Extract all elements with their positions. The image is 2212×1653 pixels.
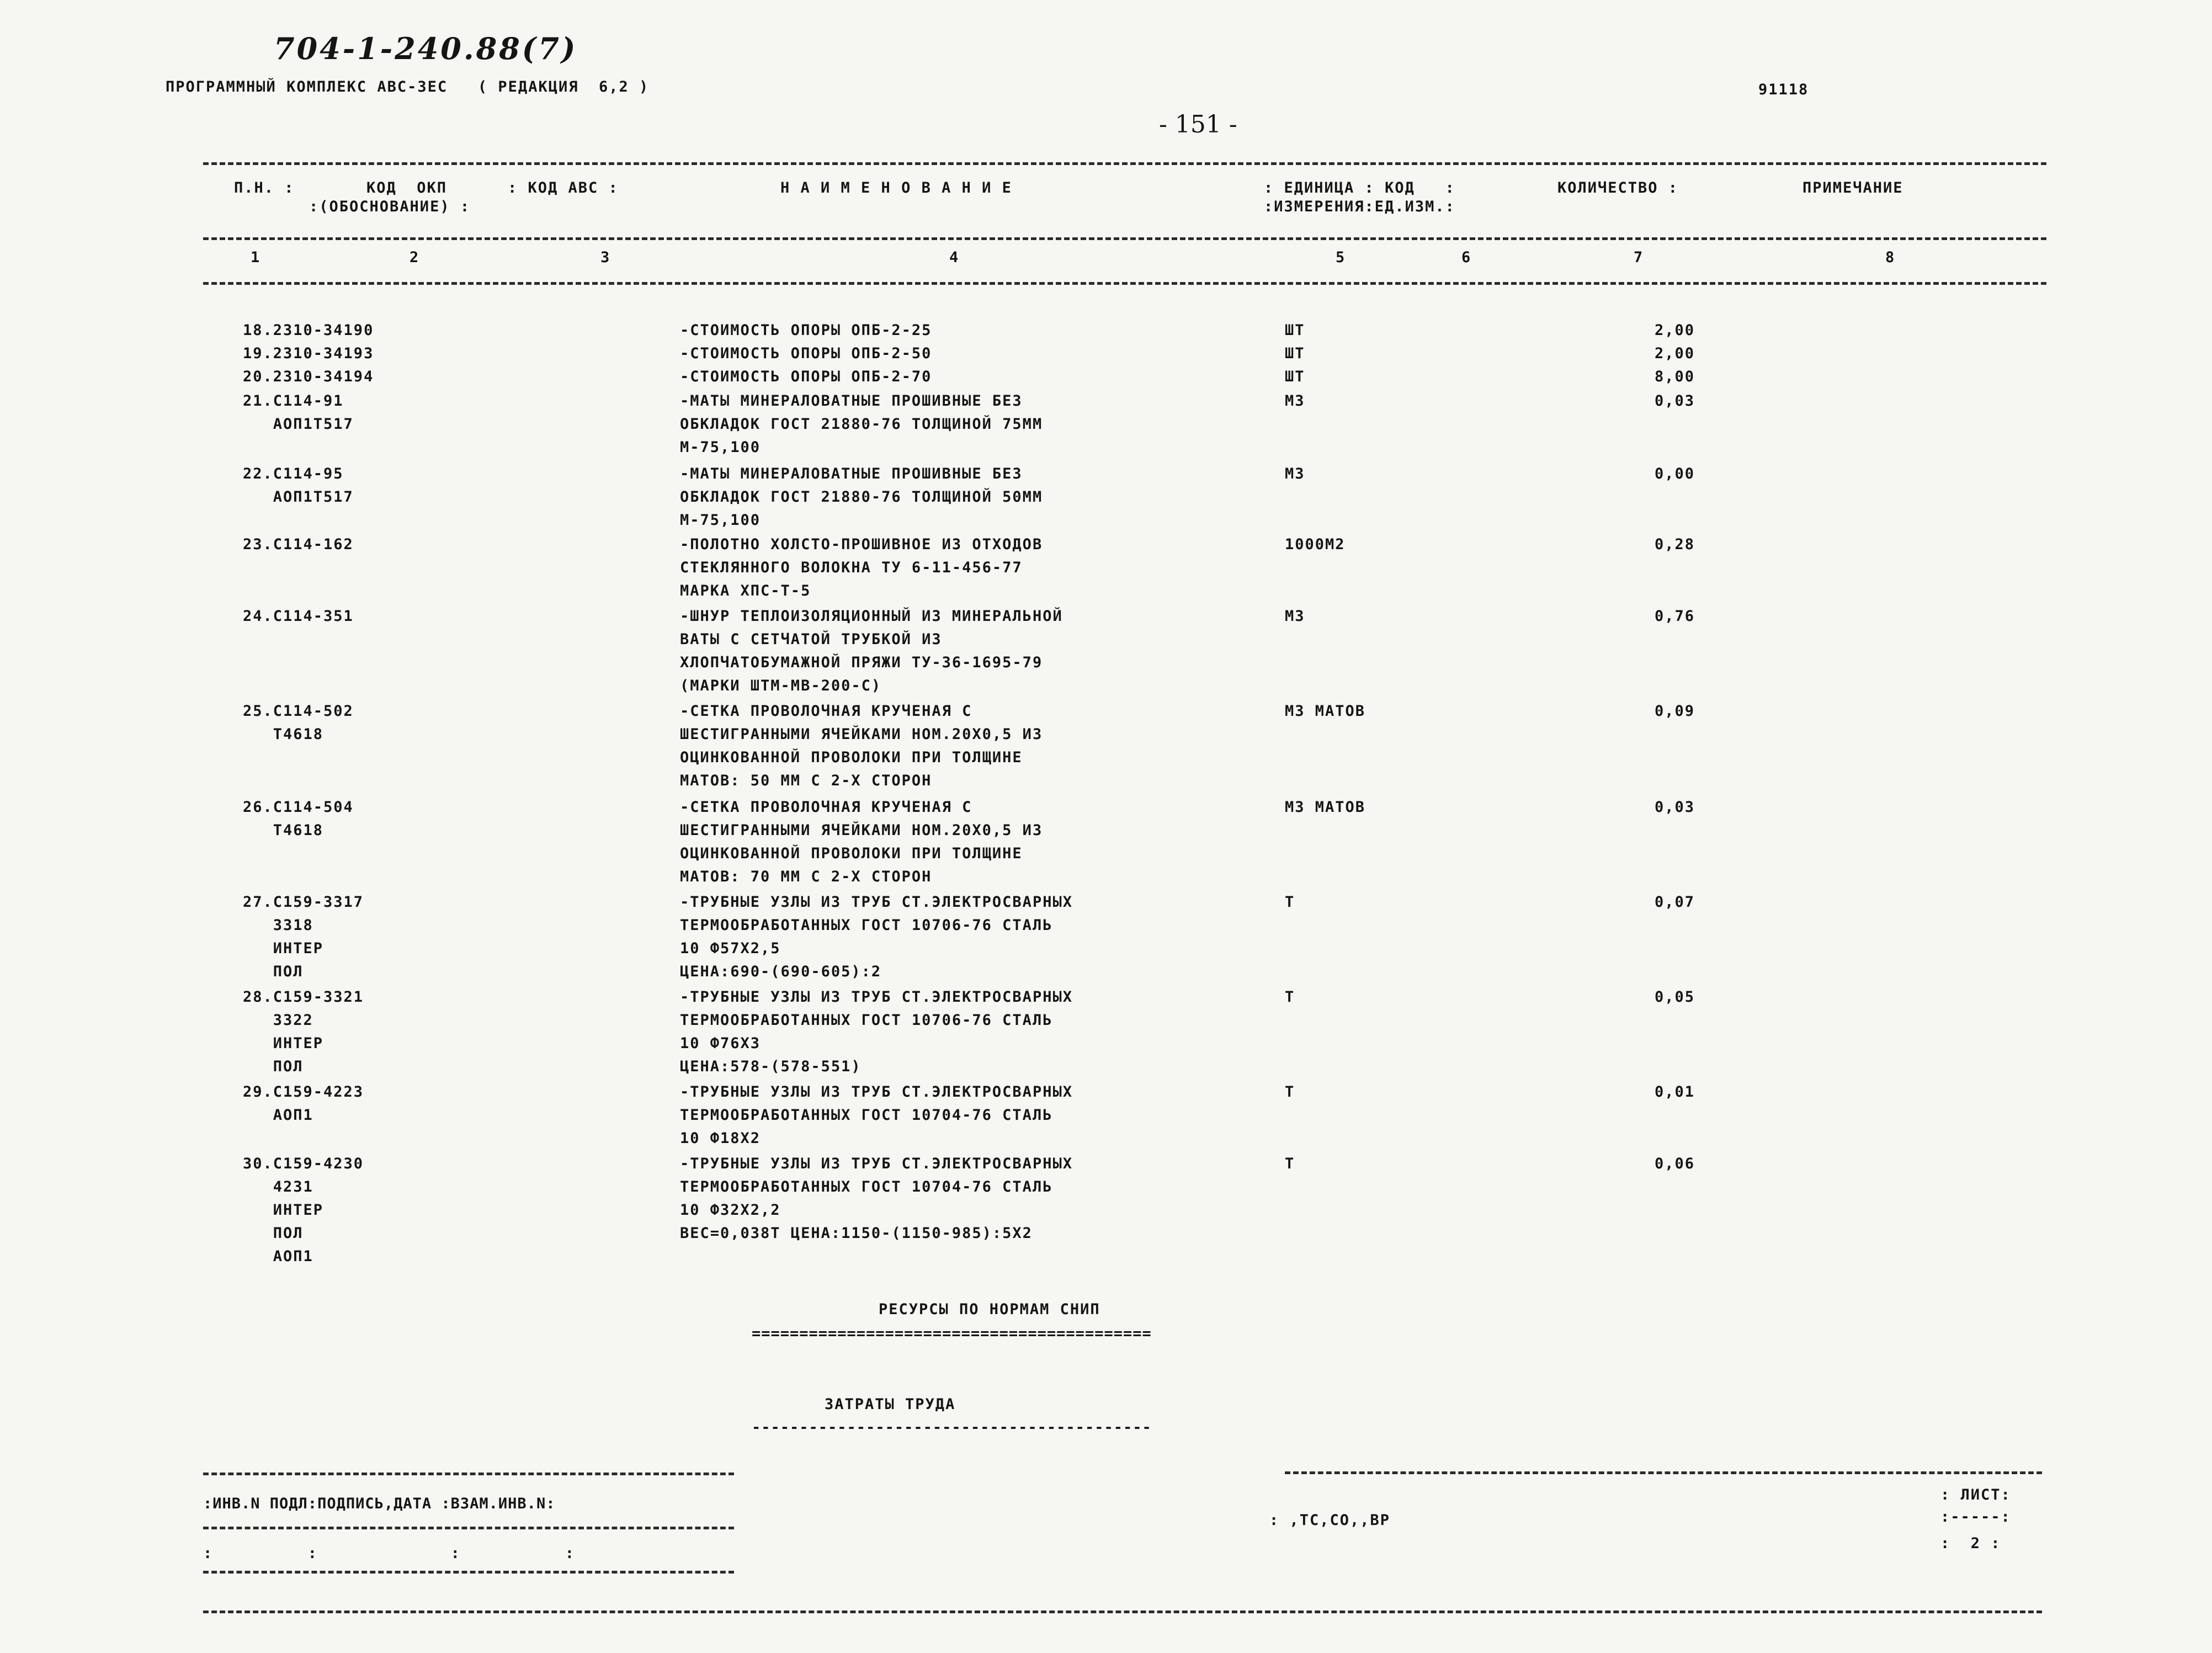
- row-code-cell-line: ИНТЕР: [243, 940, 324, 957]
- row-name-cell-line: 10 Ф57Х2,5: [680, 940, 781, 957]
- row-name-cell: [680, 533, 1043, 603]
- footer-stamp-header: :ИНВ.N ПОДЛ:ПОДПИСЬ,ДАТА :ВЗАМ.ИНВ.N:: [203, 1495, 556, 1512]
- row-quantity-cell: [1655, 1152, 1695, 1176]
- footer-sheet-label: : ЛИСТ:: [1940, 1486, 2011, 1503]
- row-unit-cell: [1285, 891, 1295, 914]
- row-name-cell: [680, 700, 1043, 793]
- row-code-cell-line: 29.С159-4223: [243, 1083, 364, 1101]
- row-unit-cell-line: М3: [1285, 392, 1305, 410]
- section-resources-title: РЕСУРСЫ ПО НОРМАМ СНИП: [879, 1301, 1100, 1318]
- row-quantity-cell: [1655, 605, 1695, 628]
- row-name-cell-line: ШЕСТИГРАННЫМИ ЯЧЕЙКАМИ НОМ.20Х0,5 ИЗ: [680, 726, 1043, 743]
- row-code-cell-line: 23.С114-162: [243, 536, 354, 553]
- column-header-quantity: КОЛИЧЕСТВО :: [1557, 179, 1679, 196]
- table-header-rule: [203, 237, 2046, 240]
- row-unit-cell-line: ШТ: [1285, 322, 1305, 339]
- row-name-cell-line: ХЛОПЧАТОБУМАЖНОЙ ПРЯЖИ ТУ-36-1695-79: [680, 654, 1043, 671]
- row-code-cell-line: 26.С114-504: [243, 799, 354, 816]
- row-name-cell-line: ЦЕНА:578-(578-551): [680, 1058, 862, 1075]
- row-name-cell: [680, 463, 1043, 532]
- row-name-cell-line: ТЕРМООБРАБОТАННЫХ ГОСТ 10704-76 СТАЛЬ: [680, 1178, 1053, 1195]
- row-quantity-cell-line: 0,07: [1655, 894, 1695, 911]
- column-header-abc-code: : КОД АВС :: [508, 179, 619, 196]
- section-labor-title: ЗАТРАТЫ ТРУДА: [825, 1396, 956, 1413]
- row-unit-cell-line: 1000М2: [1285, 536, 1346, 553]
- document-id-right: 91118: [1758, 81, 1809, 98]
- row-name-cell-line: -СЕТКА ПРОВОЛОЧНАЯ КРУЧЕНАЯ С: [680, 703, 972, 720]
- row-name-cell: [680, 986, 1073, 1078]
- row-unit-cell-line: Т: [1285, 1083, 1295, 1101]
- row-name-cell-line: МАТОВ: 70 ММ С 2-Х СТОРОН: [680, 868, 932, 885]
- footer-title-block: : ,ТС,СО,,ВР: [1269, 1512, 1391, 1529]
- row-code-cell: [243, 891, 364, 984]
- row-code-cell-line: Т4618: [243, 726, 324, 743]
- row-unit-cell-line: Т: [1285, 894, 1295, 911]
- column-number-7: 7: [1634, 249, 1644, 266]
- row-name-cell: [680, 1081, 1073, 1150]
- row-name-cell-line: М-75,100: [680, 512, 761, 529]
- row-code-cell: [243, 342, 374, 365]
- row-name-cell-line: -ТРУБНЫЕ УЗЛЫ ИЗ ТРУБ СТ.ЭЛЕКТРОСВАРНЫХ: [680, 894, 1073, 911]
- row-code-cell-line: 3318: [243, 917, 313, 934]
- row-code-cell-line: 22.С114-95: [243, 465, 344, 482]
- row-name-cell-line: 10 Ф32Х2,2: [680, 1202, 781, 1219]
- row-code-cell: [243, 533, 354, 556]
- row-code-cell-line: ИНТЕР: [243, 1035, 324, 1052]
- row-name-cell-line: ТЕРМООБРАБОТАННЫХ ГОСТ 10706-76 СТАЛЬ: [680, 917, 1053, 934]
- row-code-cell-line: АОП1: [243, 1248, 313, 1265]
- row-name-cell-line: (МАРКИ ШТМ-МВ-200-С): [680, 677, 882, 694]
- row-name-cell: [680, 342, 932, 365]
- row-quantity-cell: [1655, 365, 1695, 389]
- row-name-cell-line: ОЦИНКОВАННОЙ ПРОВОЛОКИ ПРИ ТОЛЩИНЕ: [680, 845, 1023, 862]
- row-code-cell-line: 25.С114-502: [243, 703, 354, 720]
- column-number-2: 2: [410, 249, 420, 266]
- row-unit-cell: [1285, 796, 1365, 819]
- footer-sheet-number: : 2 :: [1940, 1535, 2001, 1552]
- row-name-cell-line: ВАТЫ С СЕТЧАТОЙ ТРУБКОЙ ИЗ: [680, 631, 942, 648]
- row-unit-cell-line: М3 МАТОВ: [1285, 799, 1366, 816]
- row-quantity-cell: [1655, 319, 1695, 342]
- column-header-name: Н А И М Е Н О В А Н И Е: [780, 179, 1012, 196]
- row-name-cell: [680, 796, 1043, 889]
- row-code-cell-line: ПОЛ: [243, 1058, 304, 1075]
- row-unit-cell-line: Т: [1285, 988, 1295, 1006]
- row-unit-cell: [1285, 390, 1305, 413]
- row-quantity-cell: [1655, 986, 1695, 1009]
- row-name-cell-line: -СТОИМОСТЬ ОПОРЫ ОПБ-2-70: [680, 368, 932, 385]
- row-unit-cell: [1285, 319, 1305, 342]
- row-code-cell: [243, 365, 374, 389]
- row-code-cell-line: Т4618: [243, 822, 324, 839]
- row-name-cell-line: -ПОЛОТНО ХОЛСТО-ПРОШИВНОЕ ИЗ ОТХОДОВ: [680, 536, 1043, 553]
- column-number-8: 8: [1885, 249, 1896, 266]
- row-unit-cell-line: М3 МАТОВ: [1285, 703, 1366, 720]
- row-name-cell-line: -СТОИМОСТЬ ОПОРЫ ОПБ-2-50: [680, 345, 932, 362]
- row-quantity-cell: [1655, 1081, 1695, 1104]
- row-code-cell: [243, 1081, 364, 1127]
- row-quantity-cell-line: 0,28: [1655, 536, 1695, 553]
- row-name-cell-line: -ТРУБНЫЕ УЗЛЫ ИЗ ТРУБ СТ.ЭЛЕКТРОСВАРНЫХ: [680, 988, 1073, 1006]
- row-unit-cell: [1285, 1152, 1295, 1176]
- column-header-unit-code: :ИЗМЕРЕНИЯ:ЕД.ИЗМ.:: [1264, 198, 1455, 215]
- row-quantity-cell-line: 2,00: [1655, 322, 1695, 339]
- row-name-cell-line: ЦЕНА:690-(690-605):2: [680, 963, 882, 980]
- row-unit-cell: [1285, 700, 1365, 723]
- footer-stamp-bottom-rule: [203, 1571, 734, 1574]
- row-name-cell-line: ВЕС=0,038Т ЦЕНА:1150-(1150-985):5Х2: [680, 1225, 1033, 1242]
- row-name-cell-line: ОЦИНКОВАННОЙ ПРОВОЛОКИ ПРИ ТОЛЩИНЕ: [680, 749, 1023, 766]
- row-quantity-cell-line: 0,01: [1655, 1083, 1695, 1101]
- column-header-unit: : ЕДИНИЦА : КОД :: [1264, 179, 1455, 196]
- row-name-cell-line: -МАТЫ МИНЕРАЛОВАТНЫЕ ПРОШИВНЫЕ БЕЗ: [680, 392, 1023, 410]
- row-name-cell: [680, 891, 1073, 984]
- row-code-cell: [243, 796, 354, 842]
- footer-bottom-rule: [203, 1611, 2042, 1613]
- column-number-4: 4: [949, 249, 960, 266]
- row-unit-cell: [1285, 986, 1295, 1009]
- row-quantity-cell-line: 0,76: [1655, 608, 1695, 625]
- row-code-cell-line: 3322: [243, 1012, 313, 1029]
- row-name-cell-line: -СТОИМОСТЬ ОПОРЫ ОПБ-2-25: [680, 322, 932, 339]
- row-code-cell-line: 30.С159-4230: [243, 1155, 364, 1172]
- row-code-cell-line: 18.2310-34190: [243, 322, 374, 339]
- row-quantity-cell: [1655, 700, 1695, 723]
- footer-sheet-separator: :-----:: [1940, 1508, 2011, 1526]
- row-quantity-cell-line: 2,00: [1655, 345, 1695, 362]
- row-name-cell-line: СТЕКЛЯННОГО ВОЛОКНА ТУ 6-11-456-77: [680, 559, 1023, 576]
- row-unit-cell-line: М3: [1285, 608, 1305, 625]
- row-unit-cell-line: М3: [1285, 465, 1305, 482]
- row-code-cell-line: АОП1: [243, 1107, 313, 1124]
- row-quantity-cell-line: 0,05: [1655, 988, 1695, 1006]
- row-code-cell-line: 28.С159-3321: [243, 988, 364, 1006]
- row-name-cell-line: -СЕТКА ПРОВОЛОЧНАЯ КРУЧЕНАЯ С: [680, 799, 972, 816]
- row-name-cell-line: 10 Ф18Х2: [680, 1130, 761, 1147]
- row-name-cell-line: -МАТЫ МИНЕРАЛОВАТНЫЕ ПРОШИВНЫЕ БЕЗ: [680, 465, 1023, 482]
- row-name-cell-line: ОБКЛАДОК ГОСТ 21880-76 ТОЛЩИНОЙ 50ММ: [680, 488, 1043, 506]
- row-code-cell: [243, 1152, 364, 1268]
- column-number-3: 3: [600, 249, 611, 266]
- row-unit-cell-line: Т: [1285, 1155, 1295, 1172]
- row-name-cell-line: -ТРУБНЫЕ УЗЛЫ ИЗ ТРУБ СТ.ЭЛЕКТРОСВАРНЫХ: [680, 1083, 1073, 1101]
- row-quantity-cell: [1655, 533, 1695, 556]
- page-number: - 151 -: [1159, 110, 1237, 139]
- row-code-cell-line: ПОЛ: [243, 963, 304, 980]
- handwritten-document-code: 704-1-240.88(7): [274, 31, 578, 66]
- row-quantity-cell: [1655, 463, 1695, 486]
- row-quantity-cell-line: 0,09: [1655, 703, 1695, 720]
- row-name-cell-line: ОБКЛАДОК ГОСТ 21880-76 ТОЛЩИНОЙ 75ММ: [680, 416, 1043, 433]
- column-header-okp-code: КОД ОКП: [366, 179, 448, 196]
- row-quantity-cell: [1655, 390, 1695, 413]
- row-code-cell-line: 21.С114-91: [243, 392, 344, 410]
- column-number-1: 1: [251, 249, 261, 266]
- table-numbers-rule: [203, 282, 2046, 285]
- table-top-rule: [203, 162, 2046, 165]
- row-name-cell-line: 10 Ф76Х3: [680, 1035, 761, 1052]
- column-header-row-number: П.Н. :: [234, 179, 295, 196]
- row-code-cell-line: ИНТЕР: [243, 1202, 324, 1219]
- row-code-cell: [243, 986, 364, 1078]
- row-name-cell: [680, 605, 1063, 698]
- row-name-cell: [680, 1152, 1073, 1245]
- row-quantity-cell: [1655, 796, 1695, 819]
- row-name-cell: [680, 319, 932, 342]
- row-unit-cell-line: ШТ: [1285, 345, 1305, 362]
- footer-stamp-blank-cells: : : : :: [203, 1545, 575, 1562]
- row-quantity-cell-line: 0,03: [1655, 392, 1695, 410]
- row-unit-cell: [1285, 365, 1305, 389]
- row-quantity-cell: [1655, 891, 1695, 914]
- row-quantity-cell-line: 0,03: [1655, 799, 1695, 816]
- row-quantity-cell: [1655, 342, 1695, 365]
- row-code-cell-line: 27.С159-3317: [243, 894, 364, 911]
- row-code-cell-line: ПОЛ: [243, 1225, 304, 1242]
- row-code-cell: [243, 463, 354, 509]
- row-name-cell: [680, 390, 1043, 459]
- row-name-cell-line: -ТРУБНЫЕ УЗЛЫ ИЗ ТРУБ СТ.ЭЛЕКТРОСВАРНЫХ: [680, 1155, 1073, 1172]
- row-unit-cell: [1285, 533, 1346, 556]
- row-code-cell-line: 20.2310-34194: [243, 368, 374, 385]
- program-line: ПРОГРАММНЫЙ КОМПЛЕКС АВС-ЗЕС ( РЕДАКЦИЯ 6,2 ): [166, 78, 650, 95]
- row-code-cell: [243, 605, 354, 628]
- row-code-cell: [243, 700, 354, 746]
- row-name-cell-line: ТЕРМООБРАБОТАННЫХ ГОСТ 10704-76 СТАЛЬ: [680, 1107, 1053, 1124]
- column-number-6: 6: [1461, 249, 1472, 266]
- row-unit-cell: [1285, 342, 1305, 365]
- section-resources-rule: ==========================================: [752, 1325, 1152, 1342]
- footer-title-top-rule: [1285, 1471, 2042, 1474]
- row-name-cell: [680, 365, 932, 389]
- row-code-cell: [243, 319, 374, 342]
- column-header-note: ПРИМЕЧАНИЕ: [1802, 179, 1903, 196]
- row-quantity-cell-line: 0,06: [1655, 1155, 1695, 1172]
- row-name-cell-line: -ШНУР ТЕПЛОИЗОЛЯЦИОННЫЙ ИЗ МИНЕРАЛЬНОЙ: [680, 608, 1063, 625]
- row-code-cell-line: АОП1Т517: [243, 488, 354, 506]
- row-unit-cell: [1285, 463, 1305, 486]
- footer-stamp-top-rule: [203, 1473, 734, 1475]
- row-code-cell-line: 19.2310-34193: [243, 345, 374, 362]
- row-code-cell-line: АОП1Т517: [243, 416, 354, 433]
- row-code-cell-line: 24.С114-351: [243, 608, 354, 625]
- row-name-cell-line: ТЕРМООБРАБОТАННЫХ ГОСТ 10706-76 СТАЛЬ: [680, 1012, 1053, 1029]
- row-unit-cell: [1285, 1081, 1295, 1104]
- row-name-cell-line: МАТОВ: 50 ММ С 2-Х СТОРОН: [680, 772, 932, 789]
- row-quantity-cell-line: 0,00: [1655, 465, 1695, 482]
- row-quantity-cell-line: 8,00: [1655, 368, 1695, 385]
- column-number-5: 5: [1336, 249, 1346, 266]
- row-code-cell: [243, 390, 354, 436]
- row-unit-cell: [1285, 605, 1305, 628]
- row-name-cell-line: МАРКА ХПС-Т-5: [680, 582, 811, 599]
- row-code-cell-line: 4231: [243, 1178, 313, 1195]
- section-labor-rule: ------------------------------------------: [752, 1419, 1152, 1436]
- row-name-cell-line: ШЕСТИГРАННЫМИ ЯЧЕЙКАМИ НОМ.20Х0,5 ИЗ: [680, 822, 1043, 839]
- row-name-cell-line: М-75,100: [680, 439, 761, 456]
- row-unit-cell-line: ШТ: [1285, 368, 1305, 385]
- footer-stamp-mid-rule: [203, 1527, 734, 1529]
- column-header-justification: :(ОБОСНОВАНИЕ) :: [309, 198, 471, 215]
